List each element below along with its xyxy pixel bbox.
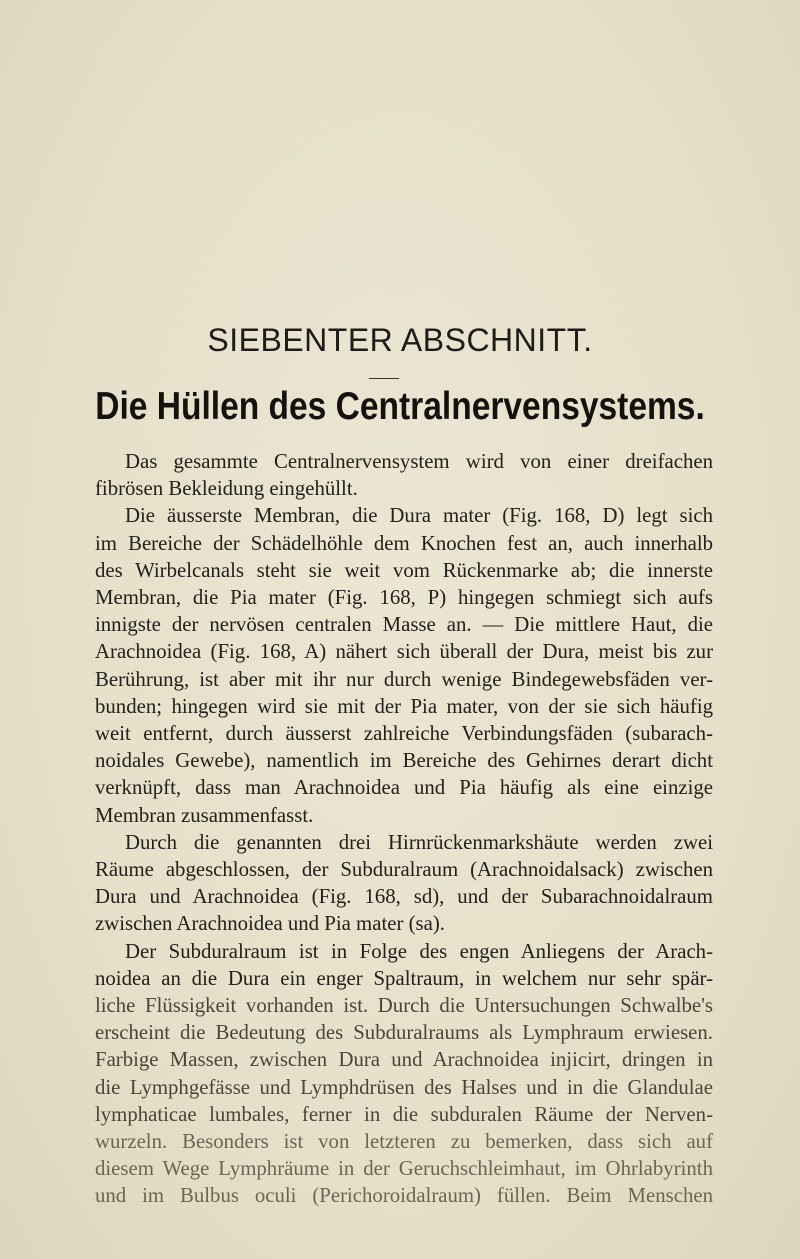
text-line: des Wirbelcanals steht sie weit vom Rückenmarke ab; die innerste <box>95 558 713 582</box>
paragraph-2 <box>95 502 713 828</box>
text-line: Berührung, ist aber mit ihr nur durch wenige Bindegewebsfäden ver- <box>95 667 713 691</box>
section-heading: SIEBENTER ABSCHNITT. <box>207 322 593 358</box>
heading-divider <box>369 378 399 379</box>
body-text <box>95 448 713 1210</box>
text-line: bunden; hingegen wird sie mit der Pia mater, von der sie sich häufig <box>95 694 713 718</box>
text-line: Räume abgeschlossen, der Subduralraum (Arachnoidalsack) zwischen <box>95 858 713 882</box>
text-line: Der Subduralraum ist in Folge des engen Anliegens der Arach- <box>125 939 713 963</box>
text-line: Membran zusammenfasst. <box>95 803 314 827</box>
text-line: diesem Wege Lymphräume in der Geruchschleimhaut, im Ohrlabyrinth <box>95 1157 713 1181</box>
text-line: Dura und Arachnoidea (Fig. 168, sd), und der Subarachnoidalraum <box>95 885 713 909</box>
text-line: lymphaticae lumbales, ferner in die subduralen Räume der Nerven- <box>95 1102 713 1126</box>
text-line: erscheint die Bedeutung des Subduralraums als Lymphraum erwiesen. <box>95 1021 713 1045</box>
text-line: noidales Gewebe), namentlich im Bereiche des Gehirnes derart dicht <box>95 749 713 773</box>
text-line: weit entfernt, durch äusserst zahlreiche Verbindungsfäden (subarach- <box>95 722 713 746</box>
text-line: Arachnoidea (Fig. 168, A) nähert sich überall der Dura, meist bis zur <box>95 640 713 664</box>
text-line: Membran, die Pia mater (Fig. 168, P) hingegen schmiegt sich aufs <box>95 586 713 610</box>
text-line: Das gesammte Centralnervensystem wird von einer dreifachen <box>125 450 713 473</box>
text-line: Farbige Massen, zwischen Dura und Arachnoidea injicirt, dringen in <box>95 1048 713 1072</box>
text-line: Durch die genannten drei Hirnrückenmarkshäute werden zwei <box>125 830 713 854</box>
paragraph-1 <box>95 448 713 502</box>
text-line: im Bereiche der Schädelhöhle dem Knochen fest an, auch innerhalb <box>95 531 713 555</box>
paragraph-4 <box>95 938 713 1210</box>
text-line: Die äusserste Membran, die Dura mater (Fig. 168, D) legt sich <box>125 504 713 528</box>
chapter-title: Die Hüllen des Centralnervensystems. <box>95 385 705 428</box>
paragraph-3 <box>95 829 713 938</box>
text-line: wurzeln. Besonders ist von letzteren zu bemerken, dass sich auf <box>95 1130 713 1154</box>
text-line: noidea an die Dura ein enger Spaltraum, in welchem nur sehr spär- <box>95 966 713 990</box>
text-line: fibrösen Bekleidung eingehüllt. <box>95 477 358 501</box>
text-line: innigste der nervösen centralen Masse an. — Die mittlere Haut, die <box>95 613 713 637</box>
text-line: liche Flüssigkeit vorhanden ist. Durch die Untersuchungen Schwalbe's <box>95 994 713 1018</box>
text-line: zwischen Arachnoidea und Pia mater (sa). <box>95 912 445 936</box>
text-line: verknüpft, dass man Arachnoidea und Pia häufig als eine einzige <box>95 776 713 800</box>
text-line: die Lymphgefässe und Lymphdrüsen des Halses und in die Glandulae <box>95 1075 713 1099</box>
text-line: und im Bulbus oculi (Perichoroidalraum) füllen. Beim Menschen <box>95 1184 713 1208</box>
